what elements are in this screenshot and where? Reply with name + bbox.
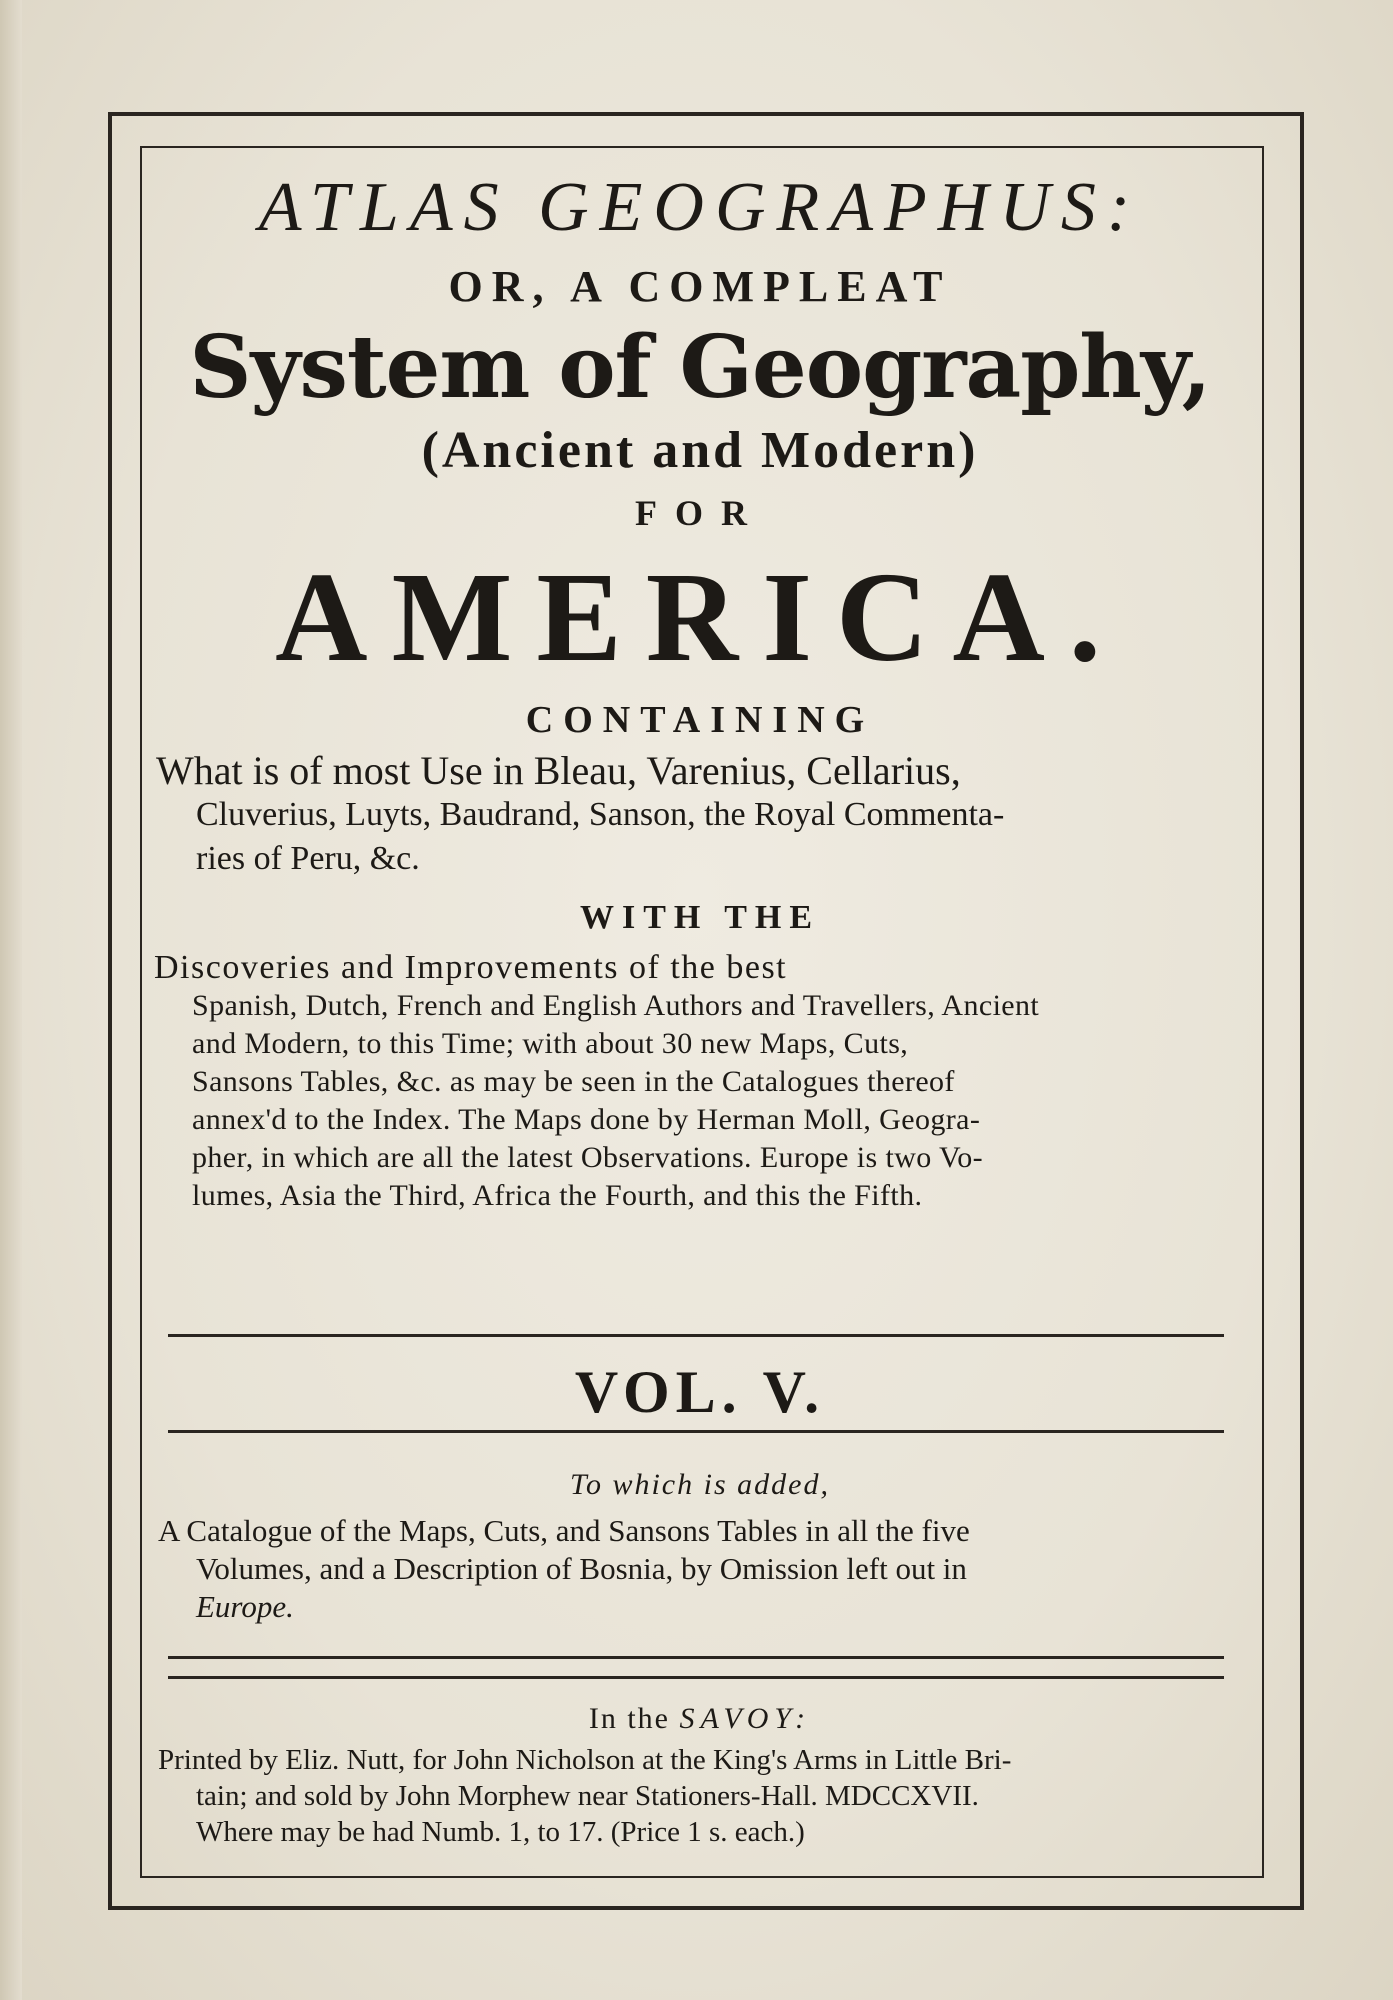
imprint-prefix: In the — [588, 1702, 670, 1735]
america-heading: AMERICA. — [275, 546, 1125, 688]
imprint-place: SAVOY: — [679, 1702, 812, 1735]
discoveries-text — [154, 949, 1246, 1215]
catalogue-text — [158, 1512, 1228, 1626]
imprint-line — [150, 1702, 1250, 1736]
main-title: ATLAS GEOGRAPHUS: — [258, 169, 1142, 246]
printer-line: Printed by Eliz. Nutt, for John Nicholson at the King's Arms in Little Bri- — [158, 1744, 1012, 1776]
discoveries-line: lumes, Asia the Third, Africa the Fourth, and this the Fifth. — [192, 1179, 923, 1212]
printer-text — [158, 1742, 1228, 1850]
for-line: FOR — [635, 493, 765, 533]
divider-rule — [168, 1430, 1224, 1433]
with-the-heading: WITH THE — [579, 899, 821, 936]
discoveries-line: annex'd to the Index. The Maps done by Herman Moll, Geogra- — [192, 1103, 981, 1136]
discoveries-line: Discoveries and Improvements of the best — [154, 949, 788, 986]
printer-line: tain; and sold by John Morphew near Stationers-Hall. MDCCXVII. — [196, 1780, 979, 1812]
title-or-line: OR, A COMPLEAT — [448, 262, 952, 311]
book-gutter — [0, 0, 22, 2000]
divider-rule — [168, 1656, 1224, 1659]
containing-line: ries of Peru, &c. — [196, 840, 420, 877]
printer-line: Where may be had Numb. 1, to 17. (Price 1 s. each.) — [196, 1816, 805, 1848]
catalogue-line: Volumes, and a Description of Bosnia, by Omission left out in — [196, 1551, 967, 1586]
volume-label: VOL. V. — [574, 1359, 826, 1425]
discoveries-line: Spanish, Dutch, French and English Authors and Travellers, Ancient — [192, 989, 1040, 1022]
added-heading: To which is added, — [570, 1468, 830, 1501]
discoveries-line: and Modern, to this Time; with about 30 new Maps, Cuts, — [192, 1027, 909, 1060]
catalogue-line: Europe. — [196, 1589, 294, 1624]
discoveries-line: Sansons Tables, &c. as may be seen in the Catalogues thereof — [192, 1065, 955, 1098]
containing-line: What is of most Use in Bleau, Varenius, Cellarius, — [156, 748, 961, 793]
divider-rule — [168, 1676, 1224, 1679]
catalogue-line: A Catalogue of the Maps, Cuts, and Sansons Tables in all the five — [158, 1513, 970, 1548]
ancient-modern-line: (Ancient and Modern) — [421, 422, 979, 479]
containing-line: Cluverius, Luyts, Baudrand, Sanson, the Royal Commenta- — [196, 796, 1005, 833]
title-block — [150, 165, 1250, 1215]
discoveries-line: pher, in which are all the latest Observations. Europe is two Vo- — [192, 1141, 984, 1174]
blackletter-title: System of Geography, — [189, 317, 1211, 418]
containing-text — [156, 749, 1244, 881]
divider-rule — [168, 1334, 1224, 1337]
containing-heading: CONTAINING — [525, 699, 875, 741]
